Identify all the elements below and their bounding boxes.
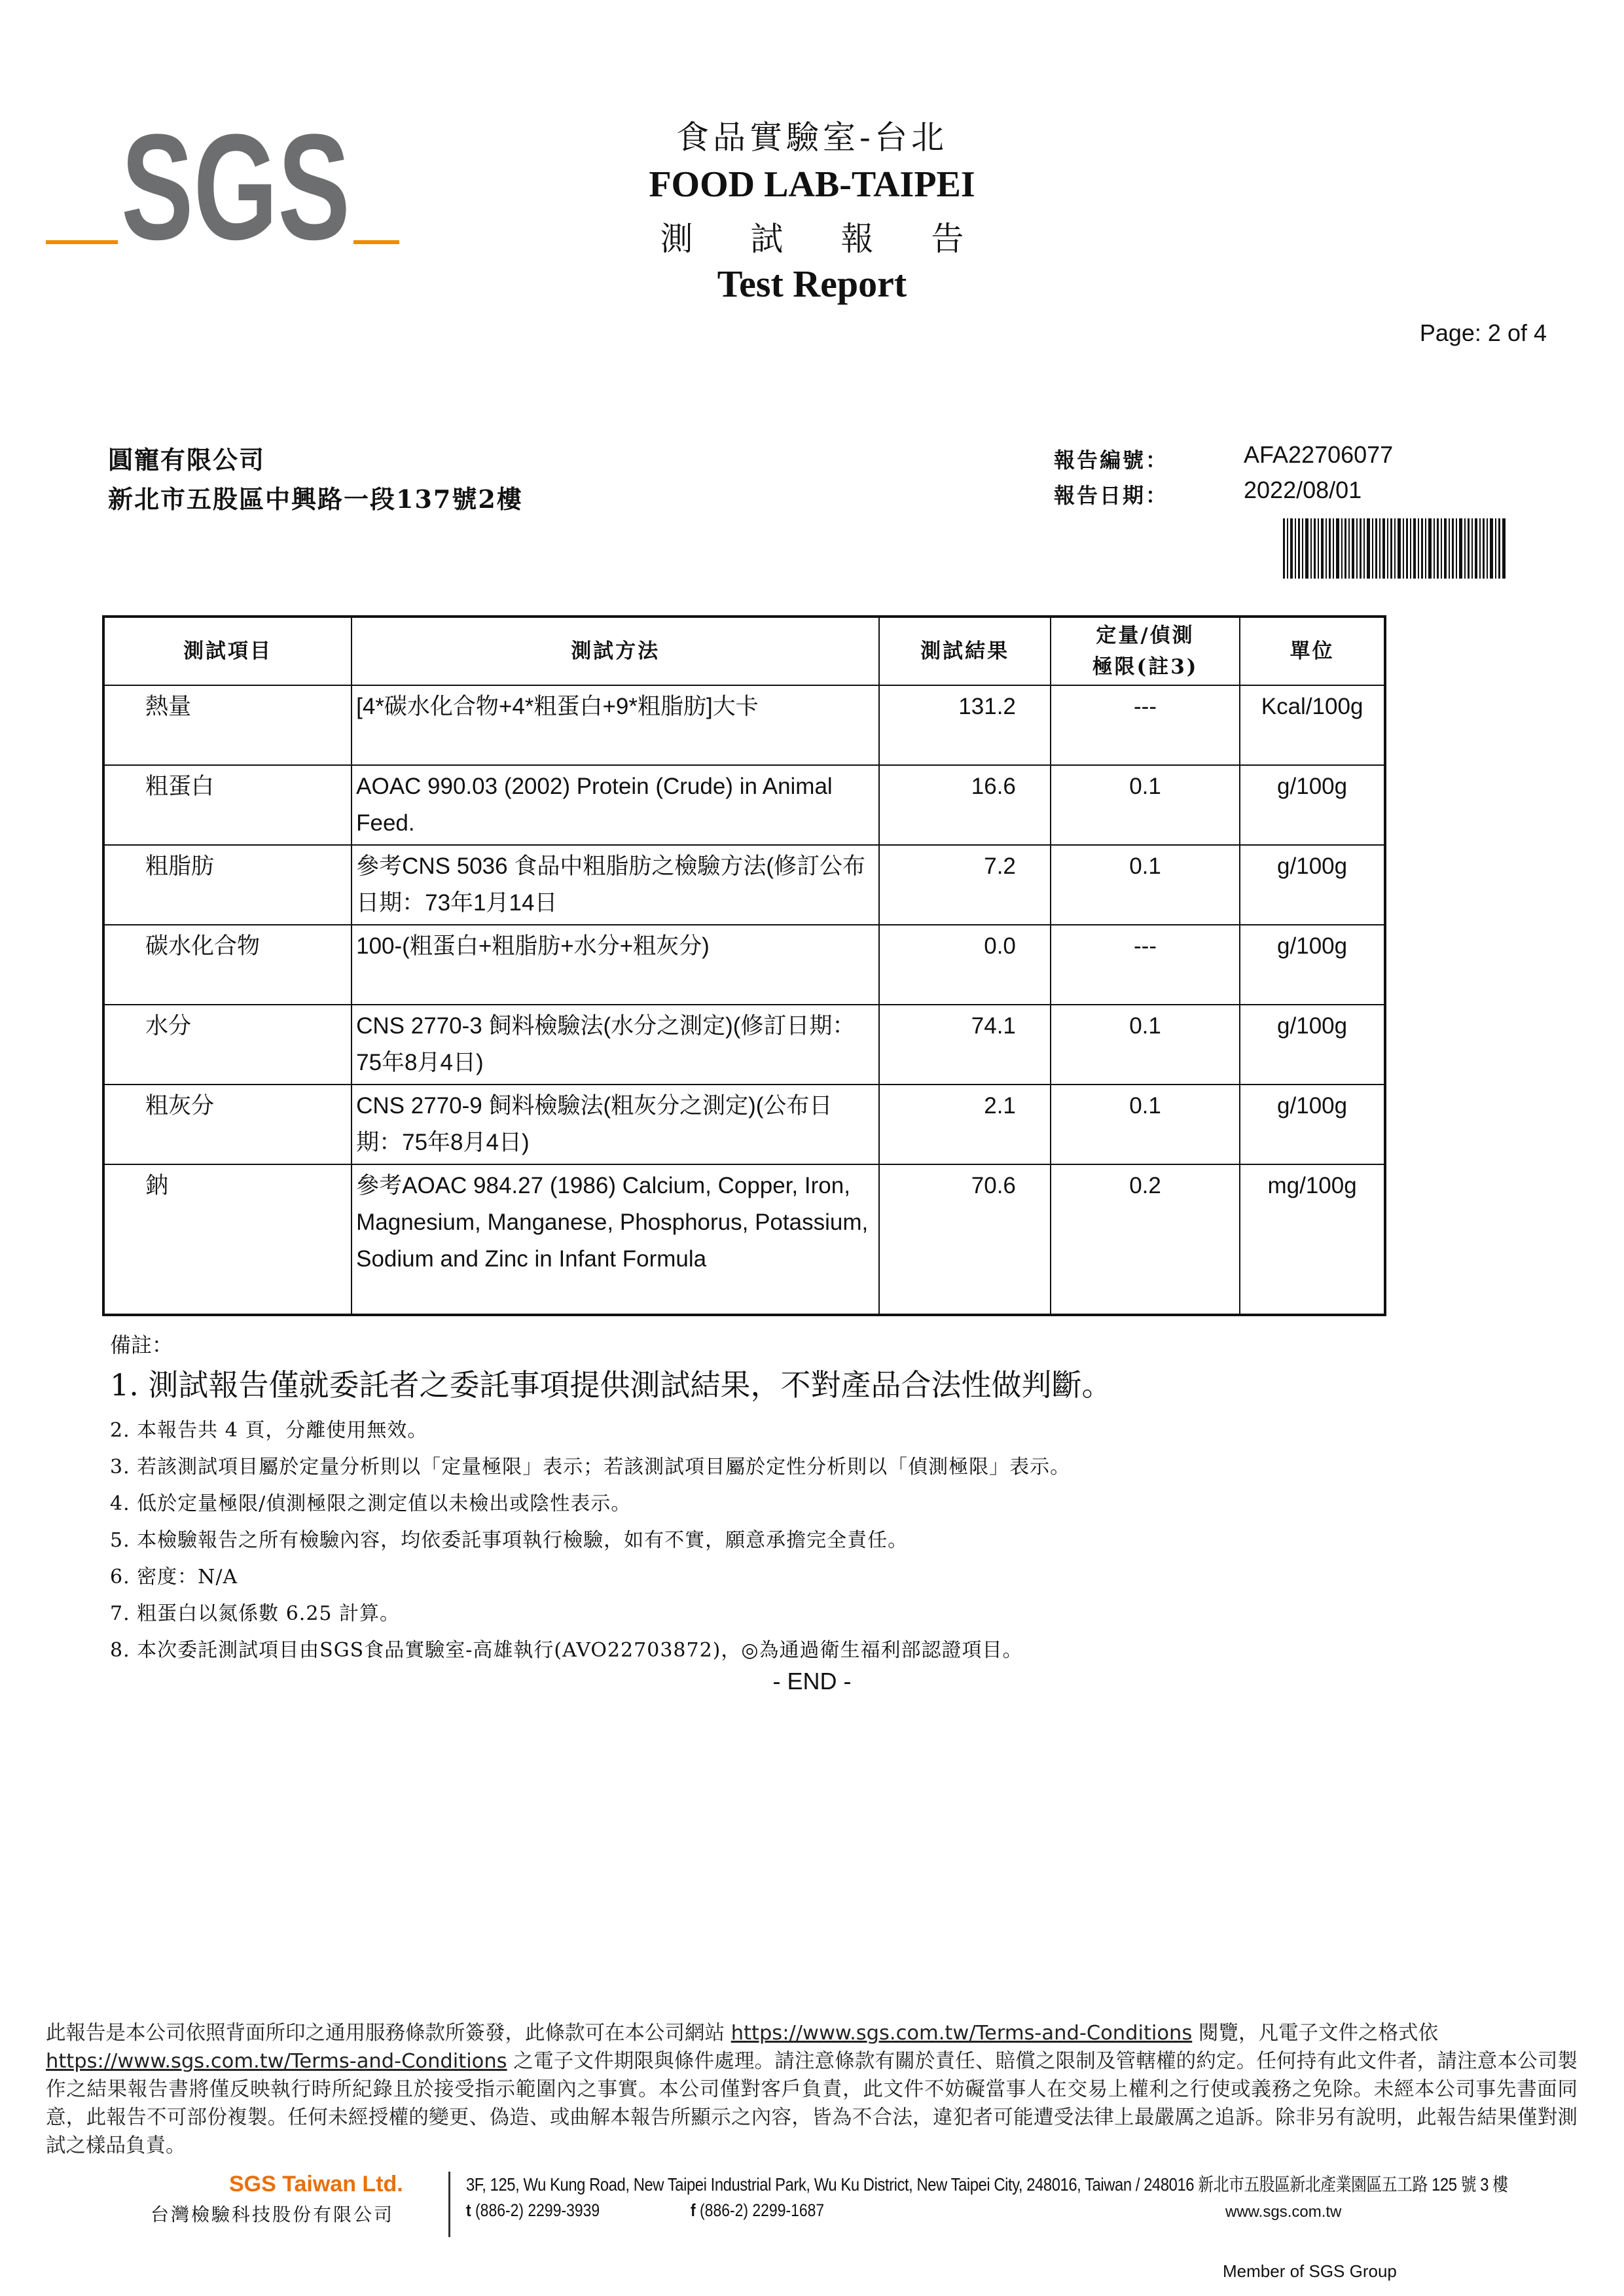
results-table <box>102 615 1386 1316</box>
note-item: 7. 粗蛋白以氮係數 6.25 計算。 <box>110 1602 401 1625</box>
page-number: Page: 2 of 4 <box>1419 319 1547 346</box>
cell-result: 70.6 <box>879 1164 1051 1315</box>
note-item: 2. 本報告共 4 頁，分離使用無效。 <box>110 1419 428 1442</box>
cell-limit: 0.1 <box>1051 845 1240 925</box>
table-header-row <box>103 617 1385 685</box>
header-result: 測試結果 <box>879 617 1051 685</box>
cell-result: 7.2 <box>879 845 1051 925</box>
cell-item: 粗蛋白 <box>103 765 352 845</box>
company-name-cn: 台灣檢驗科技股份有限公司 <box>151 2204 395 2225</box>
table-row <box>103 1005 1385 1085</box>
cell-result: 131.2 <box>879 685 1051 765</box>
header-unit: 單位 <box>1240 617 1385 685</box>
svg-text:SGS: SGS <box>121 103 350 271</box>
report-title-en: Test Report <box>717 262 907 305</box>
table-row <box>103 685 1385 765</box>
cell-method: 參考CNS 5036 食品中粗脂肪之檢驗方法(修訂公布日期：73年1月14日 <box>352 845 879 925</box>
cell-unit: g/100g <box>1240 845 1385 925</box>
note-item: 3. 若該測試項目屬於定量分析則以「定量極限」表示；若該測試項目屬於定性分析則以「偵測極限」表示。 <box>110 1456 1071 1479</box>
header-limit <box>1051 617 1240 685</box>
cell-method: 100-(粗蛋白+粗脂肪+水分+粗灰分) <box>352 925 879 1005</box>
phone-prefix: t <box>466 2200 471 2220</box>
phone-number: (886-2) 2299-3939 <box>475 2200 600 2220</box>
report-date: 2022/08/01 <box>1244 476 1362 503</box>
cell-unit: g/100g <box>1240 1085 1385 1164</box>
client-name: 圓寵有限公司 <box>108 445 266 475</box>
notes-title: 備註： <box>110 1333 173 1357</box>
cell-unit: mg/100g <box>1240 1164 1385 1315</box>
header-limit-line2: 極限(註3) <box>1092 655 1199 679</box>
table-row <box>103 765 1385 845</box>
fax-prefix: f <box>691 2200 696 2220</box>
lab-title-cn: 食品實驗室-台北 <box>676 118 948 156</box>
report-number-label: 報告編號： <box>1054 448 1169 473</box>
company-fax <box>691 2200 824 2221</box>
company-website[interactable]: www.sgs.com.tw <box>1225 2203 1342 2221</box>
header-method: 測試方法 <box>352 617 879 685</box>
cell-unit: g/100g <box>1240 925 1385 1005</box>
client-address: 新北市五股區中興路一段137號2樓 <box>108 484 523 514</box>
barcode-icon <box>1283 518 1506 579</box>
cell-unit: g/100g <box>1240 765 1385 845</box>
cell-method: [4*碳水化合物+4*粗蛋白+9*粗脂肪]大卡 <box>352 685 879 765</box>
table-row <box>103 925 1385 1005</box>
cell-unit: g/100g <box>1240 1005 1385 1085</box>
cell-item: 粗灰分 <box>103 1085 352 1164</box>
cell-method: AOAC 990.03 (2002) Protein (Crude) in Animal Feed. <box>352 765 879 845</box>
cell-limit: 0.1 <box>1051 1085 1240 1164</box>
cell-item: 鈉 <box>103 1164 352 1315</box>
cell-method: CNS 2770-3 飼料檢驗法(水分之測定)(修訂日期：75年8月4日) <box>352 1005 879 1085</box>
disclaimer-text: 之電子文件期限與條件處理。請注意條款有關於責任、賠償之限制及管轄權的約定。任何持有此文件者，請注意本公司製作之結果報告書將僅反映執行時所紀錄且於接受指示範圍內之事實。本公司僅對客戶負責，此文件不妨礙當事人在交易上權利之行使或義務之免除。未經本公司事先書面同意，此報告不可部份複製。任何未經授權的變更、偽造、或曲解本報告所顯示之內容，皆為不合法，違犯者可能遭受法律上最嚴厲之追訴。除非另有說明，此報告結果僅對測試之樣品負責。 <box>46 2050 1578 2157</box>
note-item: 8. 本次委託測試項目由SGS食品實驗室-高雄執行(AVO22703872)，◎為通過衛生福利部認證項目。 <box>110 1639 1023 1662</box>
member-of-sgs: Member of SGS Group <box>1223 2261 1397 2281</box>
cell-limit: 0.2 <box>1051 1164 1240 1315</box>
cell-item: 粗脂肪 <box>103 845 352 925</box>
terms-link[interactable]: https://www.sgs.com.tw/Terms-and-Conditions <box>46 2050 507 2073</box>
disclaimer-text: 此報告是本公司依照背面所印之通用服務條款所簽發，此條款可在本公司網站 <box>46 2022 731 2045</box>
cell-result: 16.6 <box>879 765 1051 845</box>
cell-result: 74.1 <box>879 1005 1051 1085</box>
disclaimer <box>46 2019 1578 2160</box>
cell-item: 碳水化合物 <box>103 925 352 1005</box>
end-marker: - END - <box>772 1668 852 1695</box>
terms-link[interactable]: https://www.sgs.com.tw/Terms-and-Conditions <box>731 2022 1193 2045</box>
lab-title-en: FOOD LAB-TAIPEI <box>649 164 975 205</box>
cell-method: CNS 2770-9 飼料檢驗法(粗灰分之測定)(公布日期：75年8月4日) <box>352 1085 879 1164</box>
cell-unit: Kcal/100g <box>1240 685 1385 765</box>
company-address: 3F, 125, Wu Kung Road, New Taipei Industrial Park, Wu Ku District, New Taipei City, 248016, Taiwan / 248016 新北市五股區新北產業園區五工路 125 號 3 樓 <box>466 2174 1508 2195</box>
table-row <box>103 1085 1385 1164</box>
report-date-label: 報告日期： <box>1054 483 1169 508</box>
note-item: 4. 低於定量極限/偵測極限之測定值以未檢出或陰性表示。 <box>110 1492 632 1515</box>
cell-item: 熱量 <box>103 685 352 765</box>
footer-divider <box>448 2172 450 2237</box>
table-row <box>103 845 1385 925</box>
report-number: AFA22706077 <box>1244 441 1394 468</box>
cell-item: 水分 <box>103 1005 352 1085</box>
company-name-en: SGS Taiwan Ltd. <box>229 2172 403 2197</box>
cell-limit: --- <box>1051 685 1240 765</box>
cell-limit: 0.1 <box>1051 1005 1240 1085</box>
note-item: 5. 本檢驗報告之所有檢驗內容，均依委託事項執行檢驗，如有不實，願意承擔完全責任。 <box>110 1529 909 1552</box>
cell-limit: 0.1 <box>1051 765 1240 845</box>
cell-result: 0.0 <box>879 925 1051 1005</box>
note-item: 1. 測試報告僅就委託者之委託事項提供測試結果，不對產品合法性做判斷。 <box>110 1367 1112 1403</box>
cell-method: 參考AOAC 984.27 (1986) Calcium, Copper, Iron, Magnesium, Manganese, Phosphorus, Potassium, Sodium and Zinc in Infant Formula <box>352 1164 879 1315</box>
note-item: 6. 密度：N/A <box>110 1566 238 1588</box>
header-limit-line1: 定量/偵測 <box>1096 624 1195 647</box>
cell-limit: --- <box>1051 925 1240 1005</box>
disclaimer-text: 閱覽，凡電子文件之格式依 <box>1192 2022 1438 2045</box>
company-phone <box>466 2200 600 2221</box>
header-item: 測試項目 <box>103 617 352 685</box>
report-title-cn: 測 試 報 告 <box>660 220 988 258</box>
fax-number: (886-2) 2299-1687 <box>700 2200 825 2220</box>
table-row <box>103 1164 1385 1315</box>
cell-result: 2.1 <box>879 1085 1051 1164</box>
